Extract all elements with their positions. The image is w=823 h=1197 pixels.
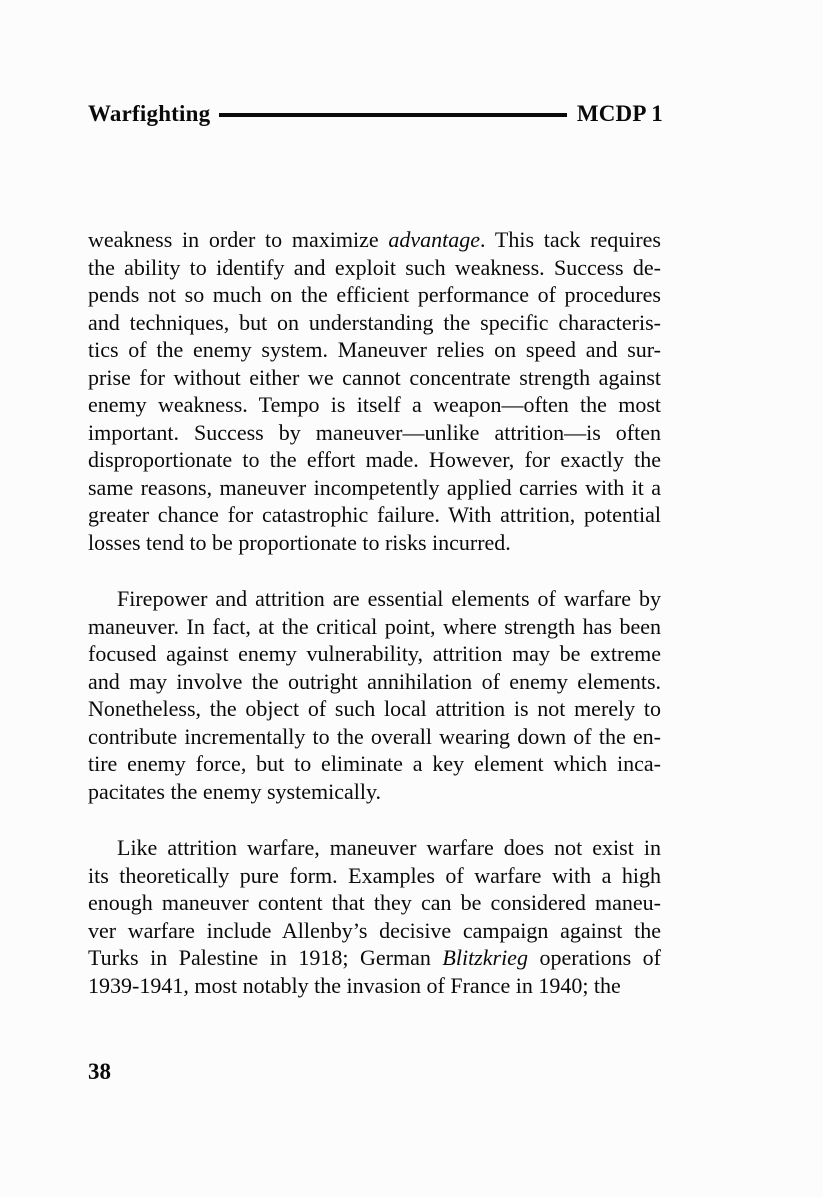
text-line — [88, 750, 661, 778]
text-segment: and techniques, but on understanding the specific characteris- — [88, 309, 661, 335]
text-line — [88, 501, 661, 529]
text-line — [88, 309, 661, 337]
text-segment: weakness in order to maximize — [88, 227, 389, 252]
header-title-left: Warfighting — [88, 101, 211, 126]
text-segment: Firepower and attrition are essential elements of warfare by — [117, 586, 661, 611]
body-text — [88, 226, 661, 999]
text-segment: ver warfare include Allenby’s decisive campaign against the — [88, 917, 661, 943]
text-segment: important. Success by maneuver—unlike attrition—is often — [88, 419, 661, 445]
text-line — [88, 668, 661, 696]
paragraph — [88, 834, 661, 999]
text-segment: disproportionate to the effort made. However, for exactly the — [88, 447, 661, 472]
text-line — [88, 281, 661, 309]
text-line — [88, 613, 661, 641]
text-line — [88, 474, 661, 502]
text-segment: and may involve the outright annihilation of enemy elements. — [88, 668, 661, 694]
text-line — [88, 391, 661, 419]
text-segment: operations of — [527, 945, 661, 970]
italic-text: advantage — [388, 227, 481, 252]
text-segment: Turks in Palestine in 1918; German — [88, 945, 443, 970]
text-line — [88, 834, 661, 862]
page-number: 38 — [88, 1059, 111, 1084]
text-segment: its theoretically pure form. Examples of warfare with a high — [88, 862, 661, 888]
text-line — [88, 640, 661, 668]
text-segment: Nonetheless, the object of such local attrition is not merely to — [88, 696, 661, 721]
text-segment: pacitates the enemy systemically. — [88, 778, 382, 804]
text-segment: contribute incrementally to the overall wearing down of the en- — [88, 723, 661, 749]
paragraph — [88, 226, 661, 556]
text-segment: . This tack requires — [480, 227, 661, 252]
text-line — [88, 529, 661, 557]
text-line — [88, 723, 661, 751]
text-line — [88, 364, 661, 392]
header-rule — [219, 113, 567, 118]
text-segment: losses tend to be proportionate to risks incurred. — [88, 529, 511, 555]
text-segment: focused against enemy vulnerability, attrition may be extreme — [88, 641, 661, 666]
text-line — [88, 585, 661, 613]
text-line — [88, 972, 661, 1000]
text-segment: tics of the enemy system. Maneuver relies on speed and sur- — [88, 337, 661, 362]
text-segment: Like attrition warfare, maneuver warfare does not exist in — [117, 835, 661, 860]
text-segment: same reasons, maneuver incompetently applied carries with it a — [88, 474, 661, 500]
text-segment: the ability to identify and exploit such weakness. Success de- — [88, 254, 661, 280]
text-segment: greater chance for catastrophic failure. With attrition, potential — [88, 502, 661, 527]
text-line — [88, 944, 661, 972]
text-line — [88, 889, 661, 917]
text-line — [88, 446, 661, 474]
text-line — [88, 254, 661, 282]
text-segment: maneuver. In fact, at the critical point, where strength has been — [88, 613, 661, 639]
text-line — [88, 917, 661, 945]
page-header — [88, 101, 663, 127]
text-line — [88, 862, 661, 890]
text-line — [88, 419, 661, 447]
text-line — [88, 778, 661, 806]
text-segment: pends not so much on the efficient performance of procedures — [88, 282, 661, 307]
text-segment: enemy weakness. Tempo is itself a weapon—often the most — [88, 392, 661, 417]
text-line — [88, 226, 661, 254]
text-segment: prise for without either we cannot concentrate strength against — [88, 364, 661, 390]
page-footer — [88, 1059, 111, 1085]
text-segment: tire enemy force, but to eliminate a key element which inca- — [88, 751, 661, 776]
text-segment: 1939-1941, most notably the invasion of France in 1940; the — [88, 972, 621, 998]
italic-text: Blitzkrieg — [442, 945, 528, 970]
text-segment: enough maneuver content that they can be considered maneu- — [88, 890, 661, 915]
text-line — [88, 336, 661, 364]
header-title-right: MCDP 1 — [576, 101, 663, 126]
paragraph — [88, 585, 661, 805]
text-line — [88, 695, 661, 723]
